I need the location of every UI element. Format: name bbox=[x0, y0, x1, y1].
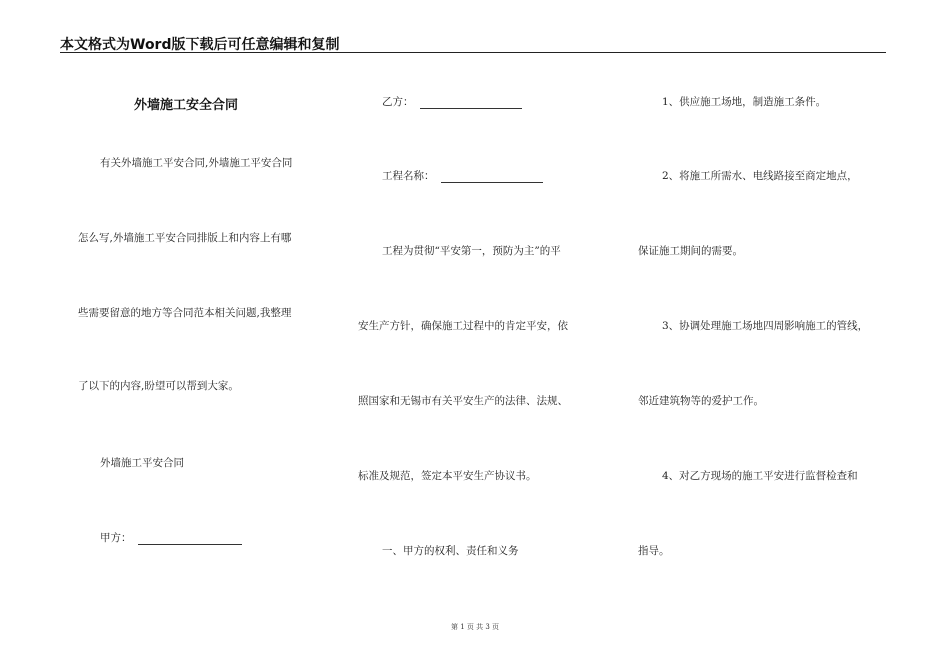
col1-subtitle: 外墙施工平安合同 bbox=[100, 457, 184, 469]
project-name-blank bbox=[441, 172, 543, 183]
col3-line-5: 邻近建筑物等的爱护工作。 bbox=[638, 395, 764, 407]
party-a-label: 甲方： bbox=[100, 532, 132, 544]
section-heading-1: 一、甲方的权利、责任和义务 bbox=[382, 545, 519, 557]
col3-line-4: 3、协调处理施工场地四周影响施工的管线， bbox=[662, 320, 869, 332]
col3-line-7: 指导。 bbox=[638, 545, 670, 557]
project-name-line bbox=[382, 168, 543, 183]
col2-line-3: 工程为贯彻“平安第一，预防为主”的平 bbox=[382, 245, 561, 257]
party-a-blank bbox=[138, 534, 242, 545]
project-name-label: 工程名称： bbox=[382, 170, 435, 182]
contract-title: 外墙施工安全合同 bbox=[134, 98, 239, 113]
page-number-footer: 第 1 页 共 3 页 bbox=[450, 623, 500, 631]
col2-line-4: 安生产方针，确保施工过程中的肯定平安，依 bbox=[358, 320, 568, 332]
col1-line-2: 怎么写,外墙施工平安合同排版上和内容上有哪 bbox=[78, 232, 292, 244]
col1-line-1: 有关外墙施工平安合同,外墙施工平安合同 bbox=[100, 157, 293, 169]
document-header: 本文格式为Word版下载后可任意编辑和复制 bbox=[60, 37, 340, 53]
col1-line-3: 些需要留意的地方等合同范本相关问题,我整理 bbox=[78, 307, 292, 319]
col3-line-6: 4、对乙方现场的施工平安进行监督检查和 bbox=[662, 470, 858, 482]
header-rule bbox=[60, 52, 886, 53]
col3-line-1: 1、供应施工场地，制造施工条件。 bbox=[662, 96, 827, 108]
party-a-line bbox=[100, 530, 242, 545]
col2-line-6: 标准及规范，签定本平安生产协议书。 bbox=[358, 470, 537, 482]
party-b-label: 乙方： bbox=[382, 96, 414, 108]
col3-line-3: 保证施工期间的需要。 bbox=[638, 245, 743, 257]
col2-line-5: 照国家和无锡市有关平安生产的法律、法规、 bbox=[358, 395, 568, 407]
col3-line-2: 2、将施工所需水、电线路接至商定地点， bbox=[662, 170, 858, 182]
party-b-line bbox=[382, 94, 522, 109]
col1-line-4: 了以下的内容,盼望可以帮到大家。 bbox=[78, 380, 239, 392]
party-b-blank bbox=[420, 98, 522, 109]
